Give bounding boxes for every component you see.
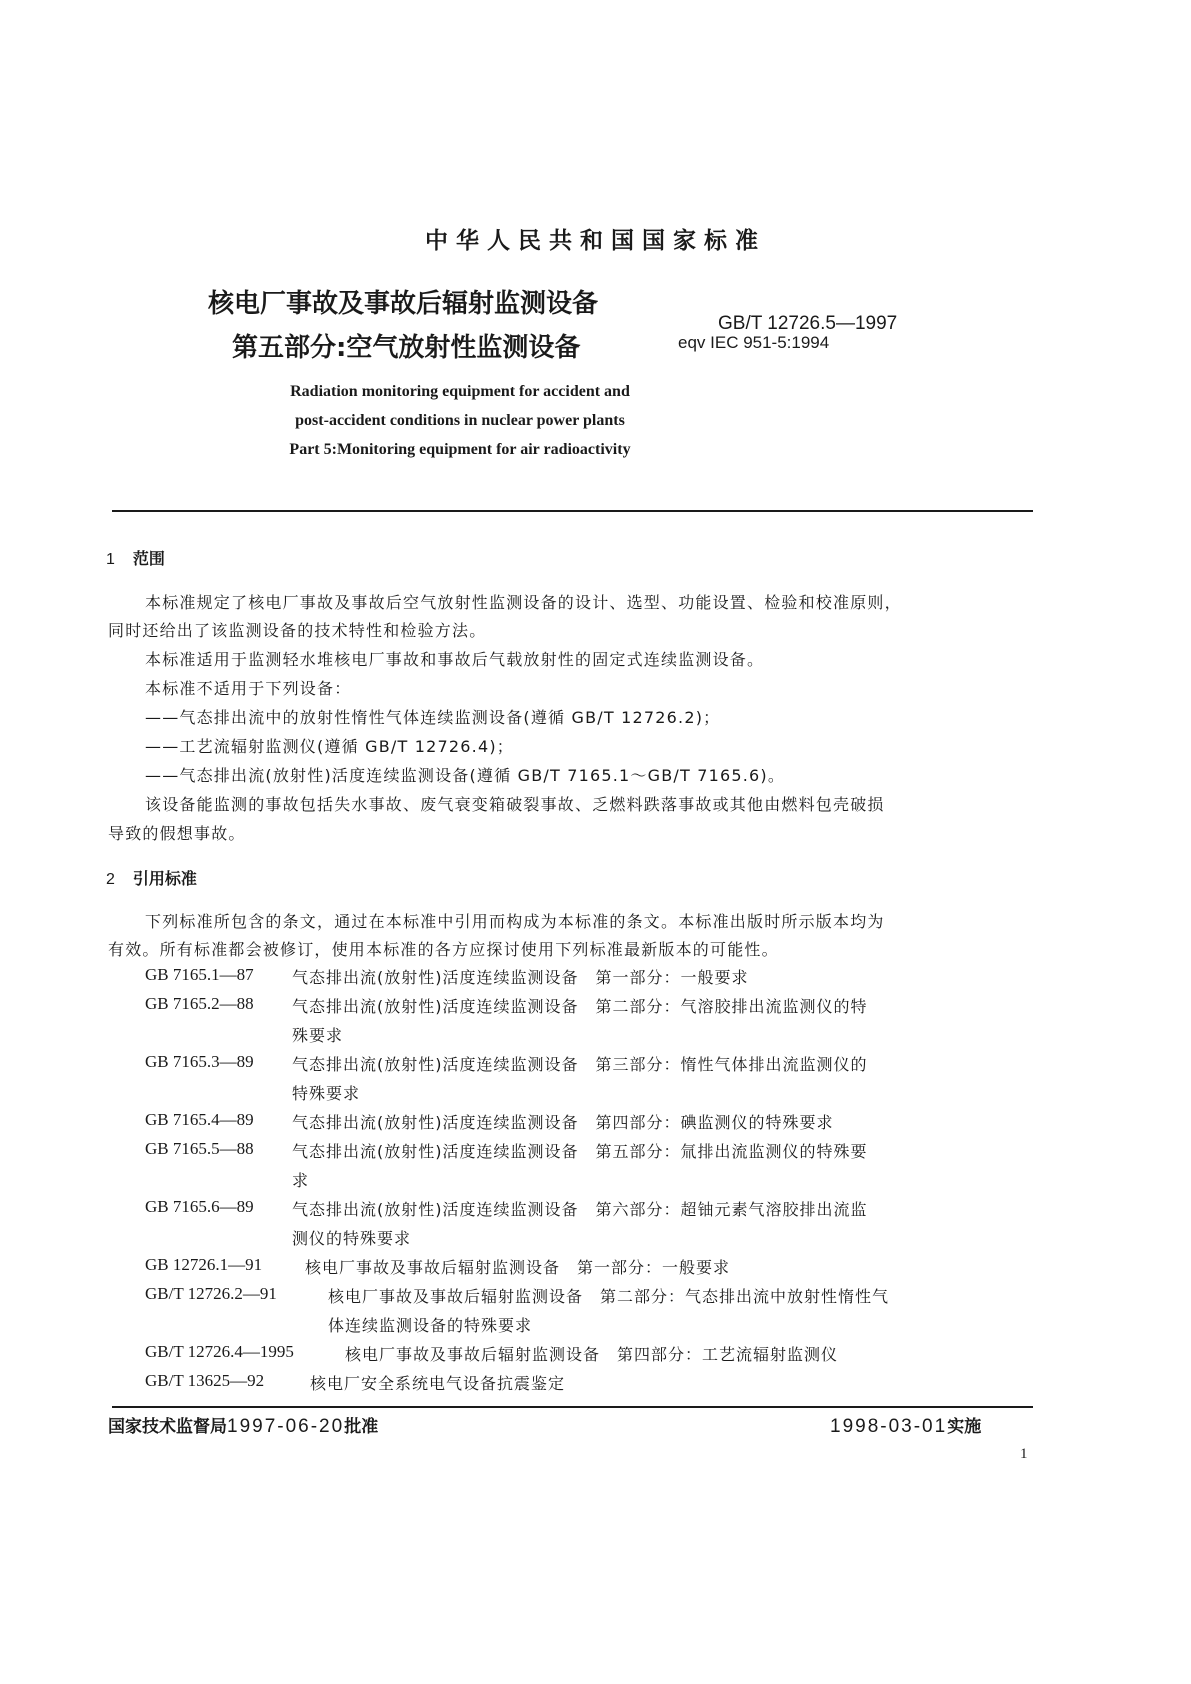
title-en-line2: post-accident conditions in nuclear power plants (295, 412, 625, 429)
reference-title: 气态排出流(放射性)活度连续监测设备 第二部分：气溶胶排出流监测仪的特 (292, 997, 868, 1016)
section1-p1-line2: 同时还给出了该监测设备的技术特性和检验方法。 (108, 621, 487, 640)
title-zh-line2: 第五部分:空气放射性监测设备 (232, 333, 581, 363)
header-divider (112, 510, 1033, 512)
approval-authority: 国家技术监督局 (108, 1417, 227, 1437)
section1-p2: 本标准适用于监测轻水堆核电厂事故和事故后气载放射性的固定式连续监测设备。 (145, 650, 765, 669)
title-en-line1: Radiation monitoring equipment for accident and (290, 383, 630, 400)
reference-code: GB 12726.1—91 (145, 1255, 263, 1274)
reference-title-cont: 特殊要求 (292, 1084, 361, 1103)
standard-equivalence: eqv IEC 951-5:1994 (678, 333, 830, 352)
section1-bullet3: ——气态排出流(放射性)活度连续监测设备(遵循 GB/T 7165.1～GB/T 7165.6)。 (145, 766, 786, 785)
reference-code: GB 7165.2—88 (145, 994, 254, 1013)
reference-title: 核电厂事故及事故后辐射监测设备 第一部分：一般要求 (305, 1258, 731, 1277)
section2-heading (106, 866, 197, 889)
footer-divider (112, 1406, 1033, 1408)
section2-title: 引用标准 (132, 869, 197, 888)
section2-number: 2 (106, 871, 115, 888)
reference-title-cont: 体连续监测设备的特殊要求 (328, 1316, 533, 1335)
section1-heading (106, 546, 165, 569)
page-number: 1 (1020, 1446, 1028, 1462)
section1-bullet1: ——气态排出流中的放射性惰性气体连续监测设备(遵循 GB/T 12726.2)； (145, 708, 721, 727)
title-en-line3: Part 5:Monitoring equipment for air radioactivity (289, 441, 631, 458)
reference-code: GB 7165.5—88 (145, 1139, 254, 1158)
national-standard-heading: 中华人民共和国国家标准 (425, 228, 766, 254)
reference-title: 气态排出流(放射性)活度连续监测设备 第六部分：超铀元素气溶胶排出流监 (292, 1200, 868, 1219)
reference-title-cont: 测仪的特殊要求 (292, 1229, 412, 1248)
approval-suffix: 批准 (344, 1417, 379, 1437)
approval-info (108, 1412, 378, 1438)
section2-p1-line1: 下列标准所包含的条文，通过在本标准中引用而构成为本标准的条文。本标准出版时所示版本均为 (145, 912, 885, 931)
reference-title: 气态排出流(放射性)活度连续监测设备 第五部分：氚排出流监测仪的特殊要 (292, 1142, 868, 1161)
reference-code: GB 7165.1—87 (145, 965, 254, 984)
reference-title: 核电厂事故及事故后辐射监测设备 第二部分：气态排出流中放射性惰性气 (328, 1287, 890, 1306)
reference-title-cont: 殊要求 (292, 1026, 344, 1045)
section1-bullet2: ——工艺流辐射监测仪(遵循 GB/T 12726.4)； (145, 737, 514, 756)
approval-date: 1997-06-20 (227, 1416, 345, 1437)
section1-title: 范围 (132, 549, 165, 568)
effective-date: 1998-03-01 (830, 1416, 948, 1437)
effective-suffix: 实施 (947, 1417, 982, 1437)
reference-title-cont: 求 (292, 1171, 310, 1190)
reference-title: 气态排出流(放射性)活度连续监测设备 第四部分：碘监测仪的特殊要求 (292, 1113, 834, 1132)
reference-title: 气态排出流(放射性)活度连续监测设备 第一部分：一般要求 (292, 968, 749, 987)
effective-info (830, 1412, 981, 1438)
section1-p3: 本标准不适用于下列设备： (145, 679, 352, 698)
section1-p1-line1: 本标准规定了核电厂事故及事故后空气放射性监测设备的设计、选型、功能设置、检验和校准原则， (145, 593, 902, 612)
reference-code: GB/T 12726.4—1995 (145, 1342, 294, 1361)
reference-title: 气态排出流(放射性)活度连续监测设备 第三部分：惰性气体排出流监测仪的 (292, 1055, 868, 1074)
reference-code: GB 7165.3—89 (145, 1052, 254, 1071)
section1-number: 1 (106, 551, 115, 568)
reference-code: GB 7165.4—89 (145, 1110, 254, 1129)
section1-p4-line1: 该设备能监测的事故包括失水事故、废气衰变箱破裂事故、乏燃料跌落事故或其他由燃料包壳破损 (145, 795, 885, 814)
reference-code: GB 7165.6—89 (145, 1197, 254, 1216)
reference-code: GB/T 13625—92 (145, 1371, 265, 1390)
section1-p4-line2: 导致的假想事故。 (108, 824, 246, 843)
section2-p1-line2: 有效。所有标准都会被修订，使用本标准的各方应探讨使用下列标准最新版本的可能性。 (108, 940, 779, 959)
title-zh-line1: 核电厂事故及事故后辐射监测设备 (208, 289, 599, 319)
reference-code: GB/T 12726.2—91 (145, 1284, 277, 1303)
reference-title: 核电厂事故及事故后辐射监测设备 第四部分：工艺流辐射监测仪 (345, 1345, 839, 1364)
standard-number: GB/T 12726.5—1997 (718, 313, 898, 334)
reference-title: 核电厂安全系统电气设备抗震鉴定 (310, 1374, 566, 1393)
